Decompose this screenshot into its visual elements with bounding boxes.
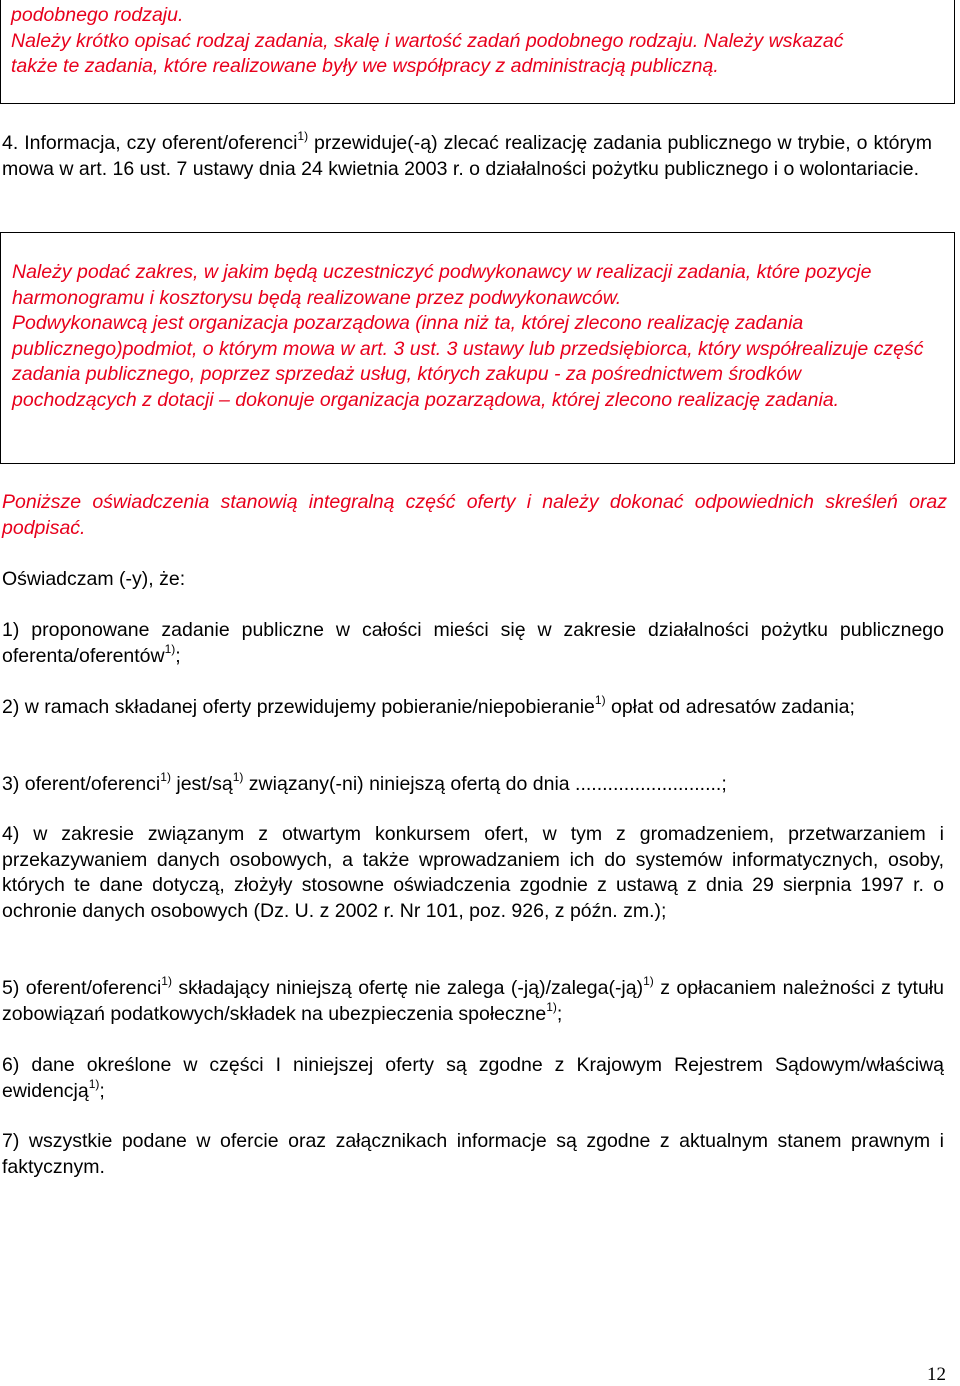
top-box-line1: podobnego rodzaju. — [11, 4, 184, 26]
declaration-item-1: 1) proponowane zadanie publiczne w całości mieści się w zakresie działalności pożytku publicznego oferenta/oferentów$^{1)}$; — [2, 619, 944, 667]
declaration-item-2: 2) w ramach składanej oferty przewidujemy pobieranie/niepobieranie$^{1)}$ opłat od adresatów zadania; — [2, 693, 855, 718]
declarations-notice: Poniższe oświadczenia stanowią integralną część oferty i należy dokonać odpowiednich skreśleń oraz podpisać. — [2, 491, 947, 539]
top-box-line2: Należy krótko opisać rodzaj zadania, skalę i wartość zadań podobnego rodzaju. Należy wskazać także te zadania, które realizowane były we współpracy z administracją publiczną. — [11, 29, 844, 77]
subcontractor-info-box — [0, 232, 955, 464]
subcontractor-definition: Podwykonawcą jest organizacja pozarządowa (inna niż ta, której zlecono realizację zadania publicznego)podmiot, o którym mowa w art. 3 ust. 3 ustawy lub przedsiębiorca, który współrealizuje część zadania publicznego, poprzez sprzedaż usług, których zakupu - za pośrednictwem środków pochodzących z dotacji – dokonuje organizacja pozarządowa, której zlecono realizację zadania. — [12, 312, 924, 411]
declaration-item-6: 6) dane określone w części I niniejszej oferty są zgodne z Krajowym Rejestrem Sądowym/właściwą ewidencją$^{1)}$; — [2, 1054, 944, 1102]
section-4-question: 4. Informacja, czy oferent/oferenci$^{1)}$ przewiduje(-ą) zlecać realizację zadania publicznego w trybie, o którym mowa w art. 16 ust. 7 ustawy dnia 24 kwietnia 2003 r. o działalności pożytku publicznego i o wolontariacie. — [2, 129, 932, 180]
subcontractor-instruction: Należy podać zakres, w jakim będą uczestniczyć podwykonawcy w realizacji zadania, które pozycje harmonogramu i kosztorysu będą realizowane przez podwykonawców. — [12, 261, 872, 309]
top-instruction-box — [0, 0, 955, 104]
declaration-item-4: 4) w zakresie związanym z otwartym konkursem ofert, w tym z gromadzeniem, przetwarzaniem i przekazywaniem danych osobowych, a także wprowadzaniem ich do systemów informatycznych, osoby, których te dane dotyczą, złożyły stosowne oświadczenia zgodnie z ustawą z dnia 29 sierpnia 1997 r. o ochronie danych osobowych (Dz. U. z 2002 r. Nr 101, poz. 926, z późn. zm.); — [2, 823, 944, 922]
declaration-item-7: 7) wszystkie podane w ofercie oraz załącznikach informacje są zgodne z aktualnym stanem prawnym i faktycznym. — [2, 1130, 944, 1178]
page-number: 12 — [927, 1364, 946, 1385]
declaration-item-3: 3) oferent/oferenci$^{1)}$ jest/$są^{1)}$ związany(-ni) niniejszą ofertą do dnia ...........................; — [2, 770, 727, 795]
declaration-item-5: 5) oferent/oferenci$^{1)}$ składający niniejszą ofertę nie zalega (-ją)/zalega(-ją)$^{1)}$ z opłacaniem należności z tytułu zobowiązań podatkowych/składek na ubezpieczenia społeczne$^{1)}$; — [2, 974, 944, 1025]
declare-heading: Oświadczam (-y), że: — [2, 568, 186, 590]
